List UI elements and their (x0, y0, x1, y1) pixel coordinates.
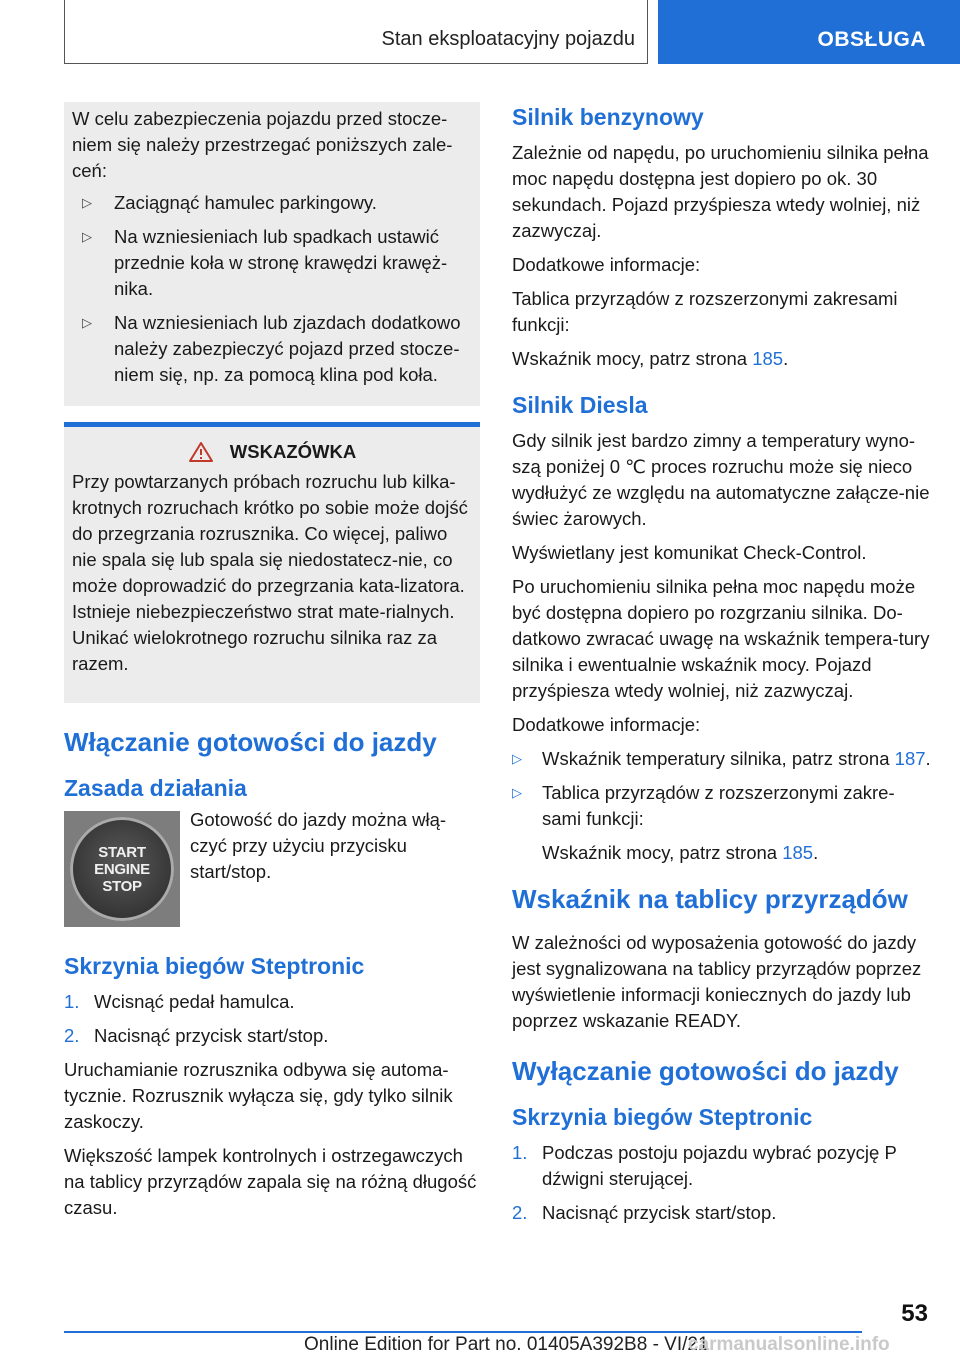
edition-text: Online Edition for Part no. 01405A392B8 - VI/21 (304, 1334, 709, 1355)
left-column (64, 102, 480, 1229)
header-section-tab (64, 0, 648, 64)
heading-steptronic-2: Skrzynia biegów Steptronic (512, 1104, 813, 1130)
warning-heading (72, 441, 472, 463)
indicator-text: W zależności od wyposażenia gotowość do jazdy jest sygnalizowana na tablicy przyrządów poprzez wyświetlenie informacji koniecznych do jazdy lub poprzez wskazanie READY. (512, 932, 922, 1031)
starter-paragraph: Uruchamianie rozrusznika odbywa się automa-tycznie. Rozrusznik wyłącza się, gdy tylko silnik zaskoczy. (64, 1059, 453, 1132)
right-column (512, 102, 932, 1234)
diesel-text-3: Po uruchomieniu silnika pełna moc napędu może być dostępna dopiero po rozgrzaniu silnika. Do-datkowo zwracać uwagę na wskaźnik tempera-tury silnika i ewentualnie wskaźnik mocy. Pojazd przyśpiesza wtedy wolniej, niż zazwyczaj. (512, 576, 930, 701)
watermark: carmanualsonline.info (688, 1334, 890, 1355)
list-item: 1. Wcisnąć pedał hamulca. (64, 991, 295, 1012)
list-item: ▷ Na wzniesieniach lub zjazdach dodatkowo należy zabezpieczyć pojazd przed stocze-niem się, np. za pomocą klina pod koła. (82, 312, 461, 385)
heading-petrol: Silnik benzynowy (512, 104, 704, 130)
header-chapter-tab (658, 0, 960, 64)
heading-steptronic: Skrzynia biegów Steptronic (64, 953, 365, 979)
warning-box (64, 427, 480, 703)
page-link-185[interactable]: 185 (752, 348, 784, 369)
list-item: 2. Nacisnąć przycisk start/stop. (512, 1202, 777, 1223)
warning-text: Przy powtarzanych próbach rozruchu lub kilka-krotnych rozruchach krótko po sobie może dojść do przegrzania rozrusznika. Co więcej, paliwo nie spala się lub spala się niedostatecz-nie, co może doprowadzić do przegrzania kata-lizatora. Istnieje niebezpieczeństwo strat mate-rialnych. Unikać wielokrotnego rozruchu silnika raz za razem. (72, 471, 468, 674)
heading-diesel: Silnik Diesla (512, 392, 648, 418)
list-item: ▷ Tablica przyrządów z rozszerzonymi zakre-sami funkcji: Wskaźnik mocy, patrz strona 185. (512, 780, 932, 866)
footer-divider (64, 1331, 862, 1333)
lamps-paragraph: Większość lampek kontrolnych i ostrzegawczych na tablicy przyrządów zapala się na różną długość czasu. (64, 1145, 477, 1218)
steps-list-2 (512, 1140, 932, 1226)
steps-list (64, 989, 480, 1049)
securing-box (64, 102, 480, 406)
triangle-bullet-icon: ▷ (82, 315, 92, 330)
diesel-sub-ref: Wskaźnik mocy, patrz strona 185. (542, 842, 819, 863)
diesel-more: Dodatkowe informacje: (512, 714, 701, 735)
warning-title: WSKAZÓWKA (229, 441, 357, 462)
start-button-section (64, 811, 480, 927)
heading-enable-drive: Włączanie gotowości do jazdy (64, 727, 437, 757)
petrol-power-ref: Wskaźnik mocy, patrz strona 185. (512, 348, 789, 369)
start-engine-stop-icon: START ENGINE STOP (70, 817, 174, 921)
triangle-bullet-icon: ▷ (512, 785, 522, 800)
warning-triangle-icon (188, 441, 214, 463)
header-section-title: Stan eksploatacyjny pojazdu (381, 28, 635, 50)
page-link-187[interactable]: 187 (894, 748, 926, 769)
triangle-bullet-icon: ▷ (82, 229, 92, 244)
petrol-more: Dodatkowe informacje: (512, 254, 701, 275)
list-item: 2. Nacisnąć przycisk start/stop. (64, 1025, 329, 1046)
securing-intro: W celu zabezpieczenia pojazdu przed stocze-niem się należy przestrzegać poniższych zale-ceń: (72, 108, 453, 181)
heading-disable-drive: Wyłączanie gotowości do jazdy (512, 1056, 899, 1086)
securing-list (72, 190, 472, 388)
principle-text: Gotowość do jazdy można włą-czyć przy użyciu przycisku start/stop. (190, 809, 447, 882)
petrol-text: Zależnie od napędu, po uruchomieniu silnika pełna moc napędu dostępna jest dopiero po ok. 30 sekundach. Pojazd przyśpiesza wtedy wolniej, niż zazwyczaj. (512, 142, 929, 241)
heading-indicator: Wskaźnik na tablicy przyrządów (512, 884, 908, 914)
list-item: 1. Podczas postoju pojazdu wybrać pozycję P dźwigni sterującej. (512, 1142, 897, 1189)
triangle-bullet-icon: ▷ (82, 195, 92, 210)
petrol-ref-text: Tablica przyrządów z rozszerzonymi zakresami funkcji: (512, 288, 898, 335)
header-chapter-title: OBSŁUGA (817, 28, 926, 51)
triangle-bullet-icon: ▷ (512, 751, 522, 766)
diesel-text-2: Wyświetlany jest komunikat Check-Control. (512, 542, 867, 563)
page-number: 53 (901, 1300, 928, 1327)
list-item: ▷ Wskaźnik temperatury silnika, patrz strona 187. (512, 746, 932, 772)
page-link-185[interactable]: 185 (782, 842, 814, 863)
diesel-text-1: Gdy silnik jest bardzo zimny a temperatury wyno-szą poniżej 0 ℃ proces rozruchu może się nieco wydłużyć ze względu na automatyczne załącze-nie świec żarowych. (512, 430, 930, 529)
start-button-image (64, 811, 180, 927)
diesel-list (512, 746, 932, 866)
list-item: ▷ Zaciągnąć hamulec parkingowy. (72, 190, 472, 216)
list-item: ▷ Na wzniesieniach lub spadkach ustawić przednie koła w stronę krawędzi krawęż-nika. (82, 226, 448, 299)
heading-principle: Zasada działania (64, 775, 247, 801)
